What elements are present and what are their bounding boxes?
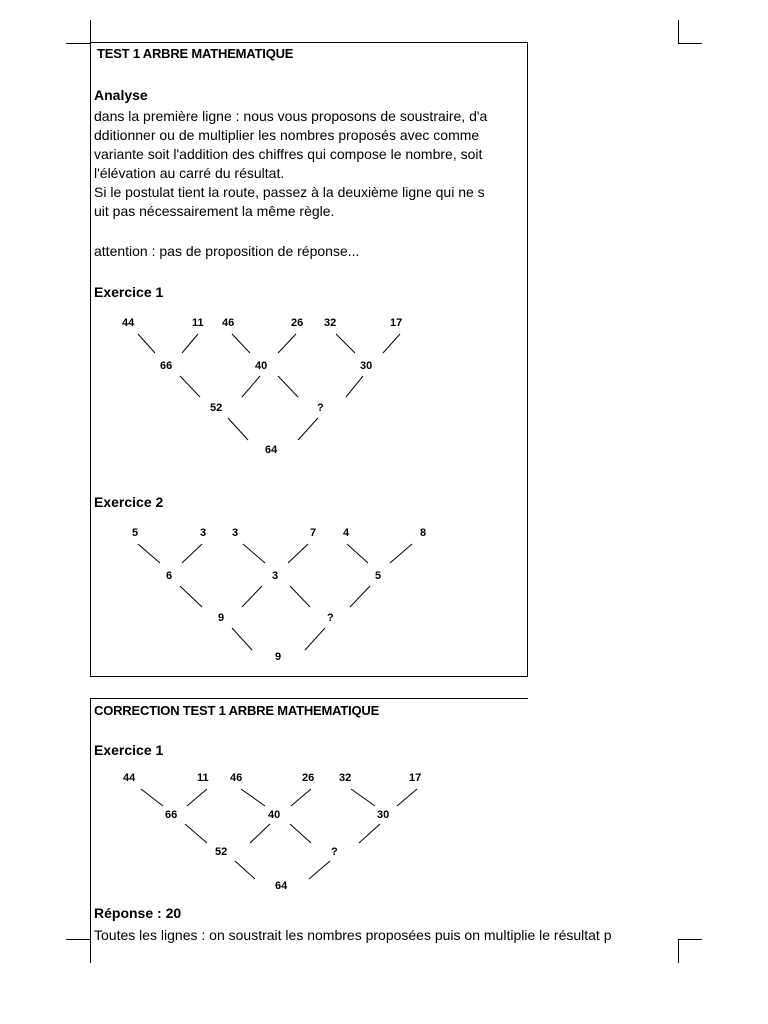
tree-connector (346, 376, 363, 397)
tree-connector (182, 334, 198, 353)
tree-number: 44 (123, 772, 136, 784)
tree-connector (250, 824, 270, 843)
crop-mark (678, 939, 702, 940)
tree-connector (187, 789, 207, 806)
tree-connector (351, 789, 375, 806)
tree-connector (138, 334, 155, 353)
analyse-heading: Analyse (94, 87, 148, 103)
tree-number: 11 (197, 772, 209, 784)
tree-number: 66 (165, 809, 178, 821)
tree-connector (138, 544, 160, 563)
tree-number: 40 (255, 360, 268, 372)
tree-connector (390, 544, 412, 563)
tree-number: 40 (268, 809, 281, 821)
tree-connector (309, 861, 330, 879)
tree-connector (305, 628, 325, 650)
tree-connector (182, 544, 202, 563)
crop-mark (678, 43, 702, 44)
tree-connector (228, 418, 248, 440)
tree-connector (241, 789, 265, 806)
tree-number: 64 (265, 444, 278, 456)
tree-number: 46 (230, 772, 243, 784)
tree-number: 3 (272, 570, 279, 582)
correction-title: CORRECTION TEST 1 ARBRE MATHEMATIQUE (94, 703, 380, 718)
correction-exercise-tree (115, 767, 435, 897)
tree-number: 3 (232, 527, 239, 539)
exercise-2-heading: Exercice 2 (94, 494, 164, 510)
tree-connector (291, 789, 311, 806)
tree-connector (336, 334, 355, 353)
tree-number: 32 (324, 317, 337, 329)
attention-note: attention : pas de proposition de réponse... (94, 243, 360, 259)
tree-connector (185, 824, 207, 843)
tree-number: 6 (166, 570, 173, 582)
answer-heading: Réponse : 20 (94, 905, 182, 921)
crop-mark (678, 939, 679, 963)
tree-connector (288, 544, 308, 563)
analyse-line: l'élévation au carré du résultat. (94, 165, 285, 181)
tree-number: 4 (343, 527, 350, 539)
analyse-line: dditionner ou de multiplier les nombres proposés avec comme (94, 127, 480, 143)
analyse-line: variante soit l'addition des chiffres qui compose le nombre, soit (94, 146, 483, 162)
tree-number: 17 (409, 772, 422, 784)
tree-connector (141, 789, 163, 806)
tree-number: ? (317, 402, 324, 414)
tree-number: 26 (302, 772, 315, 784)
tree-number: 52 (210, 402, 223, 414)
analyse-line: Si le postulat tient la route, passez à la deuxième ligne qui ne s (94, 184, 485, 200)
tree-number: 7 (310, 527, 317, 539)
tree-connector (242, 376, 260, 397)
exercise-1-heading: Exercice 1 (94, 284, 164, 300)
tree-connector (232, 628, 252, 650)
tree-number: 64 (275, 880, 288, 892)
tree-number: 9 (218, 612, 225, 624)
analyse-text (94, 107, 534, 221)
crop-mark (66, 43, 90, 44)
tree-connector (278, 334, 296, 353)
crop-mark (678, 20, 679, 44)
crop-mark (66, 939, 90, 940)
tree-connector (347, 544, 368, 563)
tree-number: 5 (132, 527, 139, 539)
tree-number: 11 (192, 317, 204, 329)
tree-number: 52 (215, 846, 228, 858)
analyse-line: uit pas nécessairement la même règle. (94, 203, 335, 219)
tree-connector (290, 824, 311, 843)
tree-connector (350, 586, 370, 607)
tree-connector (383, 334, 400, 353)
tree-number: 66 (160, 360, 173, 372)
tree-number: 32 (339, 772, 352, 784)
tree-number: 46 (222, 317, 235, 329)
tree-number: 9 (275, 651, 282, 663)
correction-exercise-heading: Exercice 1 (94, 742, 164, 758)
tree-connector (235, 861, 255, 879)
tree-connector (278, 376, 298, 397)
tree-number: 17 (390, 317, 403, 329)
test-title: TEST 1 ARBRE MATHEMATIQUE (97, 46, 294, 61)
tree-number: 3 (200, 527, 207, 539)
answer-explanation: Toutes les lignes : on soustrait les nombres proposées puis on multiplie le résultat p (94, 927, 612, 943)
tree-connector (180, 586, 202, 607)
tree-number: ? (331, 846, 338, 858)
tree-connector (242, 586, 262, 607)
tree-connector (180, 376, 200, 397)
exercise-1-tree (110, 310, 430, 460)
crop-mark (90, 20, 91, 44)
tree-number: 30 (360, 360, 373, 372)
tree-connector (290, 586, 310, 607)
tree-number: 5 (375, 570, 382, 582)
tree-number: 26 (291, 317, 304, 329)
exercise-2-tree (120, 520, 440, 670)
tree-connector (243, 544, 265, 563)
tree-number: ? (327, 612, 334, 624)
tree-number: 8 (420, 527, 427, 539)
tree-connector (359, 824, 380, 843)
tree-number: 30 (377, 809, 390, 821)
tree-connector (397, 789, 417, 806)
tree-connector (298, 418, 318, 440)
analyse-line: dans la première ligne : nous vous proposons de soustraire, d'a (94, 108, 488, 124)
tree-connector (232, 334, 250, 353)
tree-number: 44 (122, 317, 135, 329)
